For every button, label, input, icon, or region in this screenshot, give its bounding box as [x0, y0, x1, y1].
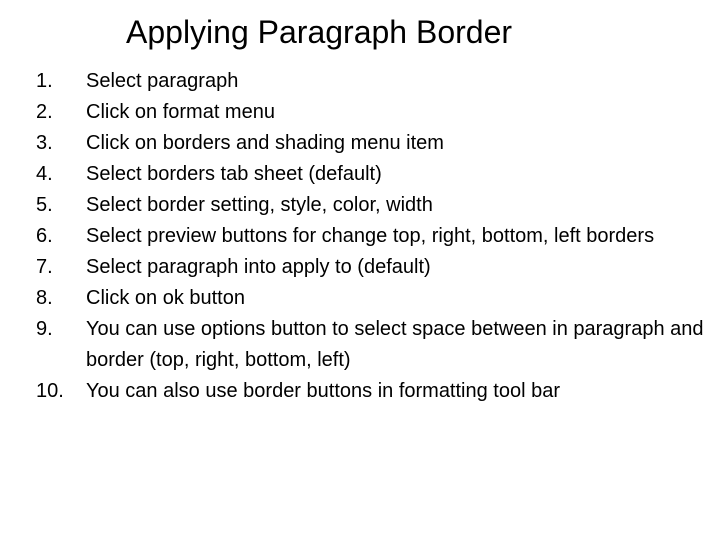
- list-item: [36, 283, 706, 314]
- steps-list: [36, 66, 706, 407]
- step-number: 1.: [36, 70, 53, 92]
- list-item: [36, 128, 706, 159]
- list-item: [36, 159, 706, 190]
- step-number: 5.: [36, 194, 53, 216]
- step-number: 8.: [36, 287, 53, 309]
- step-text: Select borders tab sheet (default): [86, 163, 382, 185]
- step-number: 4.: [36, 163, 53, 185]
- step-number: 9.: [36, 318, 53, 340]
- list-item: [36, 314, 706, 376]
- step-text: Click on borders and shading menu item: [86, 132, 444, 154]
- list-item: [36, 190, 706, 221]
- step-text: Click on ok button: [86, 287, 245, 309]
- step-number: 10.: [36, 380, 64, 402]
- step-text: Click on format menu: [86, 101, 275, 123]
- step-text: Select preview buttons for change top, right, bottom, left borders: [86, 225, 655, 247]
- step-text: Select border setting, style, color, width: [86, 194, 433, 216]
- step-text: You can also use border buttons in formatting tool bar: [86, 380, 561, 402]
- list-item: [36, 376, 706, 407]
- slide-title: Applying Paragraph Border: [126, 14, 513, 50]
- step-text: Select paragraph: [86, 70, 239, 92]
- step-number: 2.: [36, 101, 53, 123]
- list-item: [36, 97, 706, 128]
- step-number: 3.: [36, 132, 53, 154]
- list-item: [36, 252, 706, 283]
- step-text: You can use options button to select space between in paragraph and border (top, right, bottom, left): [86, 318, 704, 371]
- list-item: [36, 221, 706, 252]
- list-item: [36, 66, 706, 97]
- step-text: Select paragraph into apply to (default): [86, 256, 431, 278]
- step-number: 7.: [36, 256, 53, 278]
- step-number: 6.: [36, 225, 53, 247]
